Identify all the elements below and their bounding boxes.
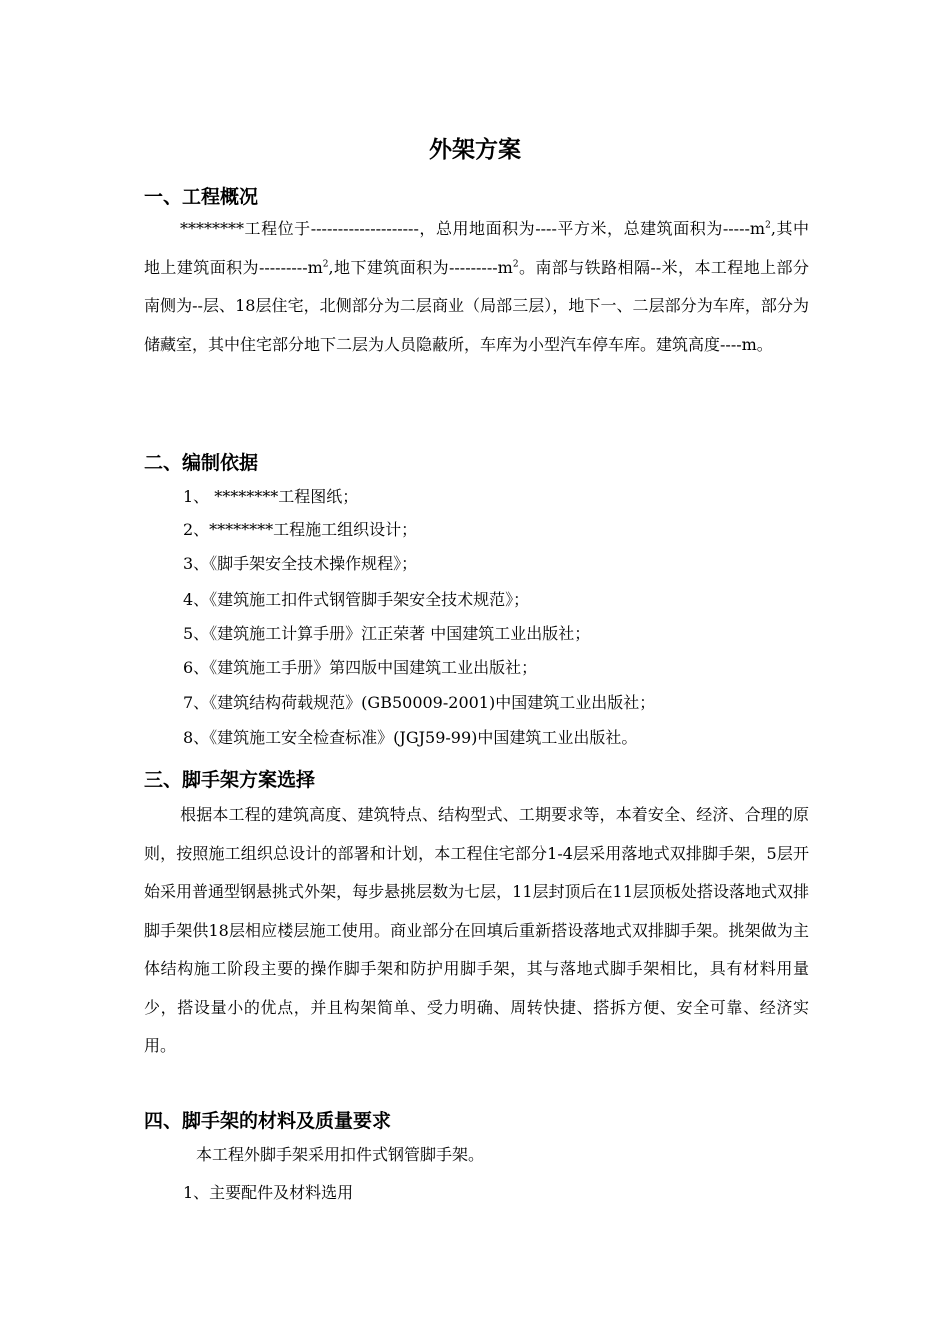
basis-item-2: 2、********工程施工组织设计； bbox=[183, 520, 418, 539]
overview-text-4: 。南部与铁路相隔--米，本工程地上部分南侧为--层、18层住宅，北侧部分为二层商业（局部三层），地下一、二层部分为车库，部分为储藏室，其中住宅部分地下二层为人员隐蔽所，车库为小型汽车停车库。建筑高度----m。 bbox=[144, 257, 809, 354]
overview-paragraph bbox=[144, 210, 809, 364]
superscript-2: 2 bbox=[322, 259, 329, 270]
section-heading-overview: 一、工程概况 bbox=[144, 186, 259, 208]
overview-text-1: ********工程位于--------------------，总用地面积为----平方米，总建筑面积为-----m bbox=[180, 219, 766, 238]
superscript-2: 2 bbox=[512, 259, 519, 270]
document-title: 外架方案 bbox=[429, 137, 521, 163]
superscript-2: 2 bbox=[765, 220, 771, 231]
basis-item-6: 6、《建筑施工手册》第四版中国建筑工业出版社； bbox=[183, 658, 538, 677]
scheme-paragraph bbox=[144, 796, 809, 1066]
basis-item-1: 1、 ********工程图纸； bbox=[183, 487, 359, 506]
section-heading-materials: 四、脚手架的材料及质量要求 bbox=[144, 1110, 392, 1132]
scheme-text: 根据本工程的建筑高度、建筑特点、结构型式、工期要求等，本着安全、经济、合理的原则，按照施工组织总设计的部署和计划，本工程住宅部分1-4层采用落地式双排脚手架，5层开始采用普通型钢悬挑式外架，每步悬挑层数为七层，11层封顶后在11层顶板处搭设落地式双排脚手架供18层相应楼层施工使用。商业部分在回填后重新搭设落地式双排脚手架。挑架做为主体结构施工阶段主要的操作脚手架和防护用脚手架，其与落地式脚手架相比，具有材料用量少，搭设量小的优点，并且构架简单、受力明确、周转快捷、搭拆方便、安全可靠、经济实用。 bbox=[144, 805, 809, 1055]
section-heading-basis: 二、编制依据 bbox=[144, 452, 259, 474]
materials-line-2: 1、主要配件及材料选用 bbox=[183, 1183, 354, 1202]
basis-item-5: 5、《建筑施工计算手册》江正荣著 中国建筑工业出版社； bbox=[183, 624, 591, 643]
basis-item-8: 8、《建筑施工安全检查标准》(JGJ59-99)中国建筑工业出版社。 bbox=[183, 728, 638, 747]
materials-line-1: 本工程外脚手架采用扣件式钢管脚手架。 bbox=[196, 1145, 485, 1164]
overview-text-3: ,地下建筑面积为---------m bbox=[328, 257, 513, 277]
basis-item-4: 4、《建筑施工扣件式钢管脚手架安全技术规范》； bbox=[183, 590, 530, 609]
basis-item-3: 3、《脚手架安全技术操作规程》； bbox=[183, 554, 418, 573]
overview-text-2: ,其中地上建筑面积为---------m bbox=[144, 219, 809, 277]
section-heading-scheme: 三、脚手架方案选择 bbox=[144, 769, 316, 791]
basis-item-7: 7、《建筑结构荷载规范》(GB50009-2001)中国建筑工业出版社； bbox=[183, 693, 656, 712]
